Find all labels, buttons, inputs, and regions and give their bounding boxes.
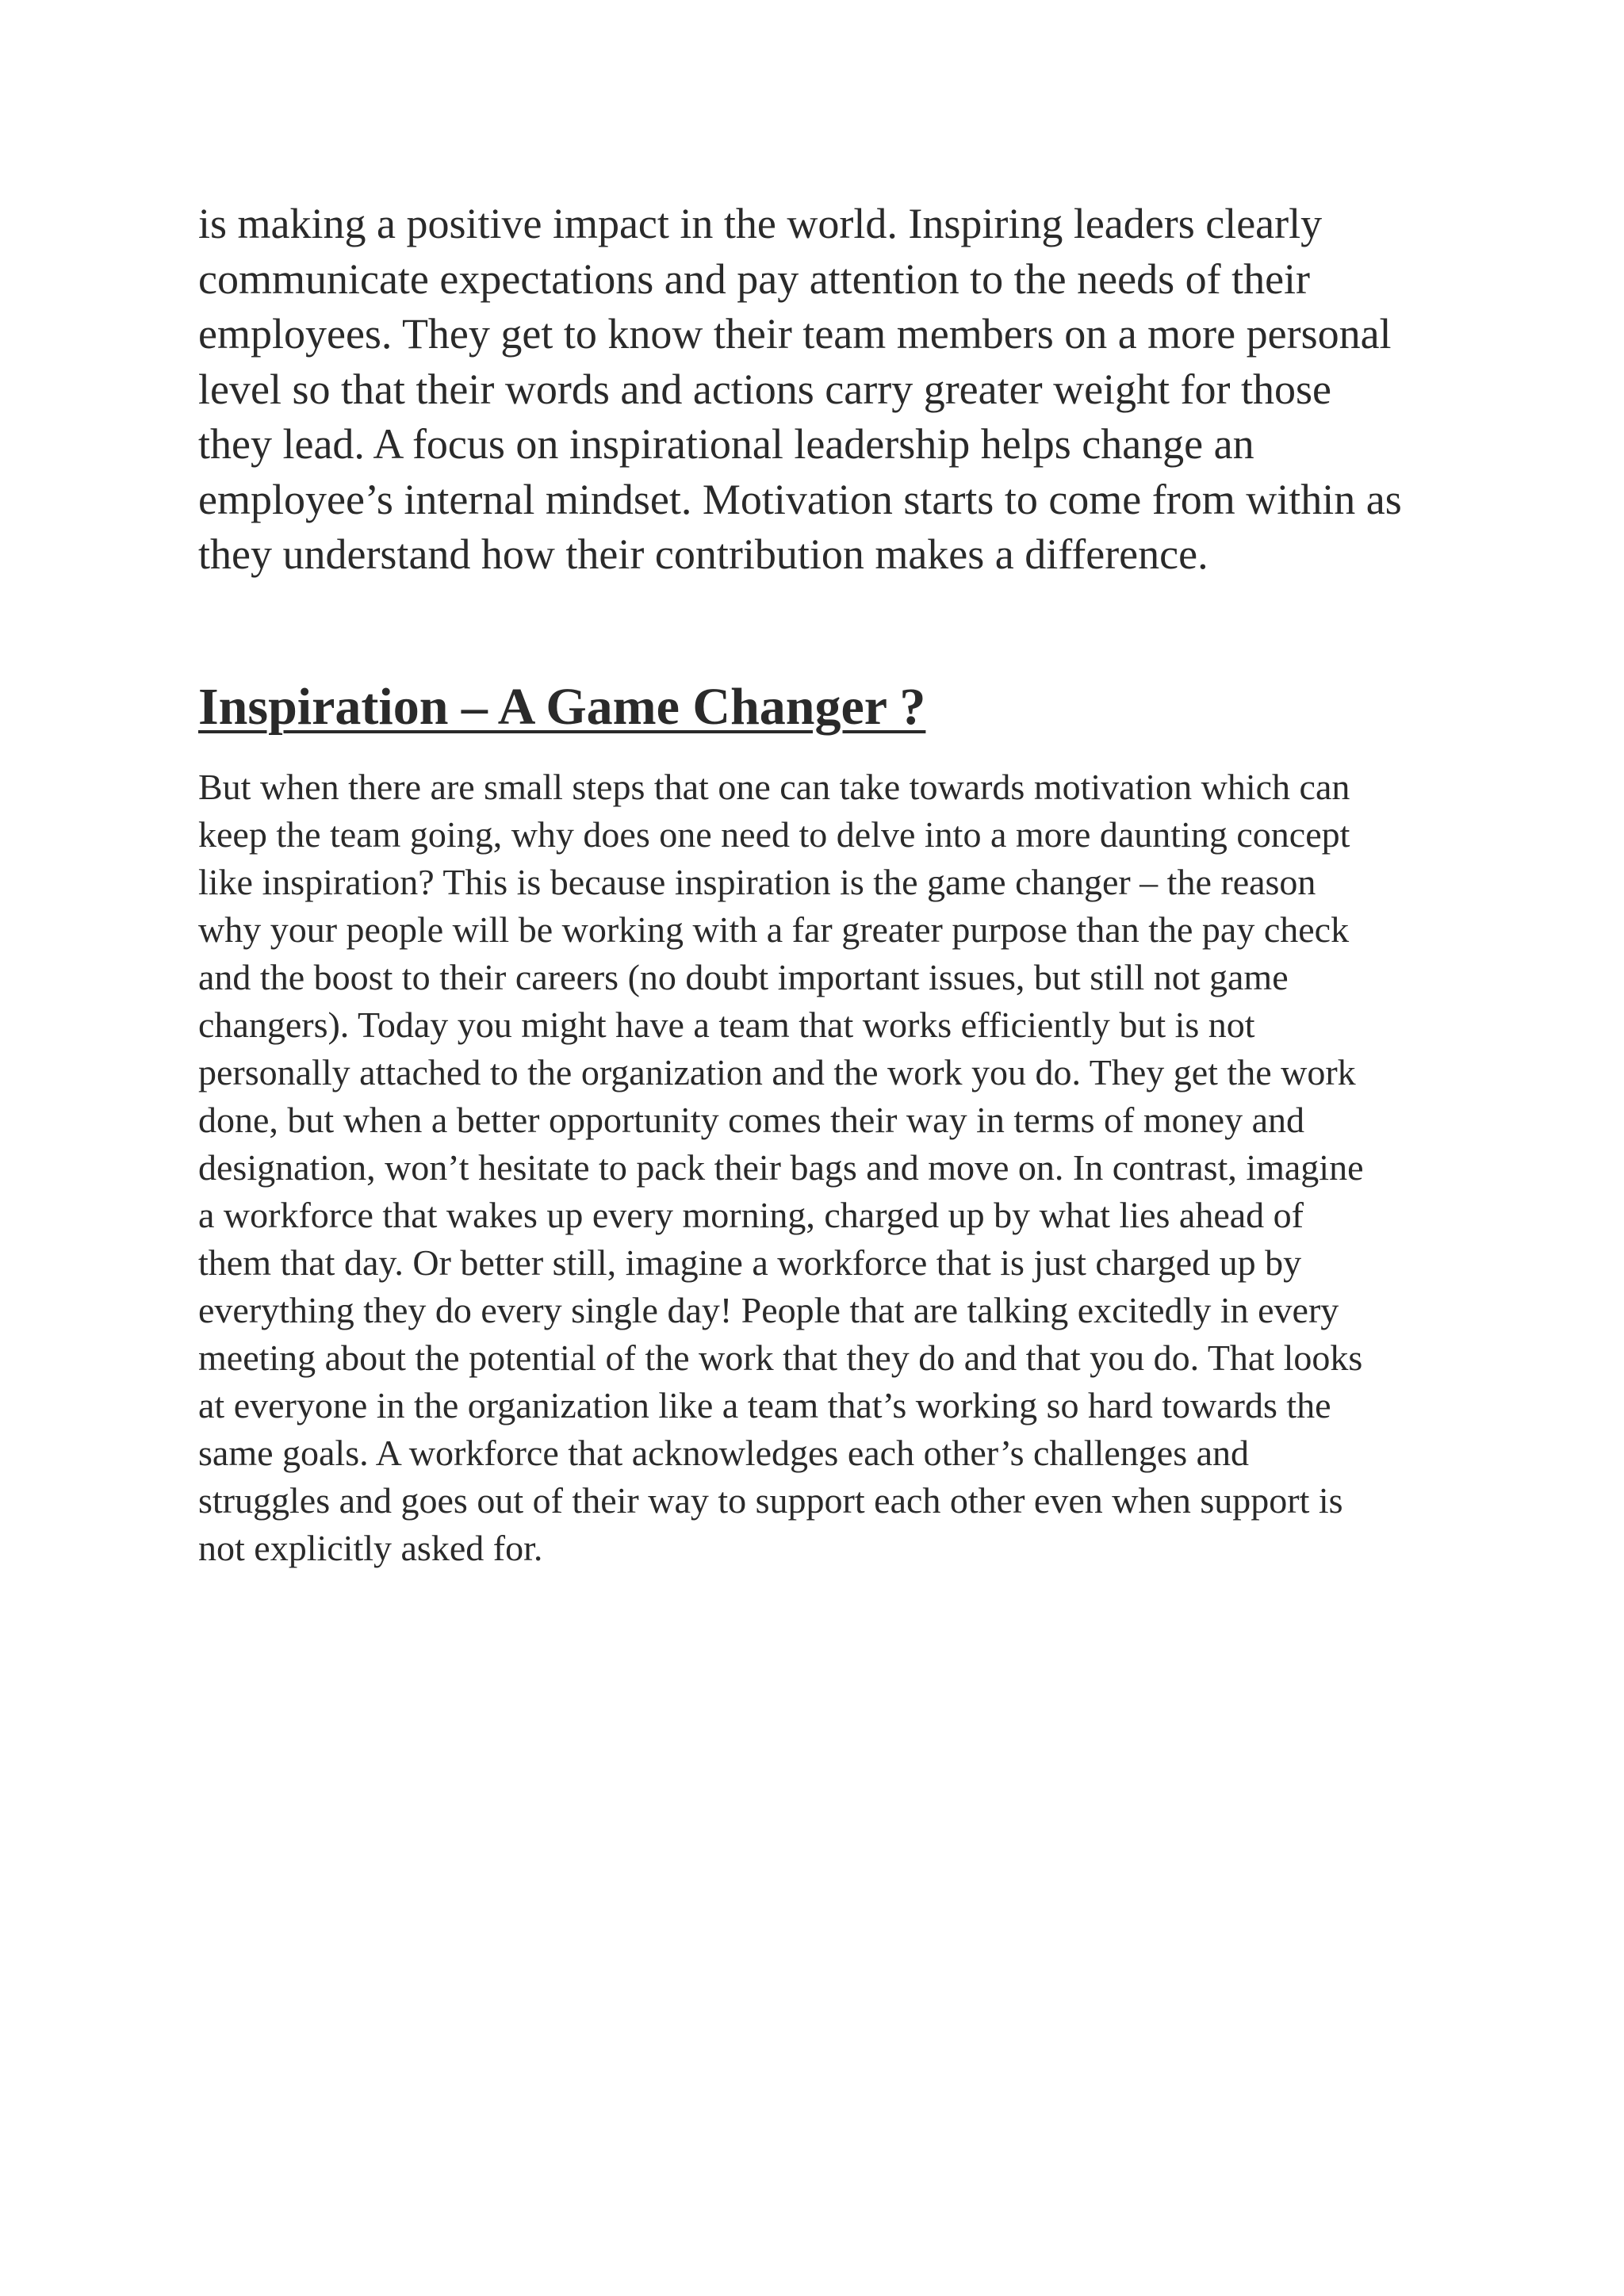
intro-line: communicate expectations and pay attention to the needs of their [198,254,1311,303]
section-paragraph [198,763,1451,1572]
body-line: struggles and goes out of their way to support each other even when support is [198,1480,1343,1521]
intro-line: employee’s internal mindset. Motivation starts to come from within as [198,475,1402,523]
body-line: same goals. A workforce that acknowledges each other’s challenges and [198,1433,1250,1473]
body-line: done, but when a better opportunity comes their way in terms of money and [198,1100,1304,1140]
body-line: everything they do every single day! People that are talking excitedly in every [198,1290,1339,1330]
intro-line: they lead. A focus on inspirational leadership helps change an [198,420,1254,468]
body-line: designation, won’t hesitate to pack their bags and move on. In contrast, imagine [198,1147,1364,1188]
intro-line: is making a positive impact in the world. Inspiring leaders clearly [198,200,1323,247]
body-line: a workforce that wakes up every morning, charged up by what lies ahead of [198,1195,1304,1235]
section-heading: Inspiration – A Game Changer ? [198,678,926,736]
intro-paragraph [198,197,1451,583]
body-line: and the boost to their careers (no doubt important issues, but still not game [198,957,1289,997]
body-line: at everyone in the organization like a team that’s working so hard towards the [198,1385,1331,1425]
body-line: But when there are small steps that one can take towards motivation which can [198,767,1350,807]
body-line: like inspiration? This is because inspiration is the game changer – the reason [198,862,1316,902]
intro-line: level so that their words and actions carry greater weight for those [198,365,1331,413]
body-line: keep the team going, why does one need to delve into a more daunting concept [198,814,1350,855]
body-line: personally attached to the organization and the work you do. They get the work [198,1052,1356,1093]
intro-line: they understand how their contribution makes a difference. [198,530,1208,578]
body-line: why your people will be working with a far greater purpose than the pay check [198,909,1350,950]
body-line: meeting about the potential of the work that they do and that you do. That looks [198,1337,1363,1378]
body-line: them that day. Or better still, imagine a workforce that is just charged up by [198,1242,1302,1283]
body-line: changers). Today you might have a team that works efficiently but is not [198,1004,1255,1045]
intro-line: employees. They get to know their team members on a more personal [198,310,1392,358]
body-line: not explicitly asked for. [198,1528,543,1568]
